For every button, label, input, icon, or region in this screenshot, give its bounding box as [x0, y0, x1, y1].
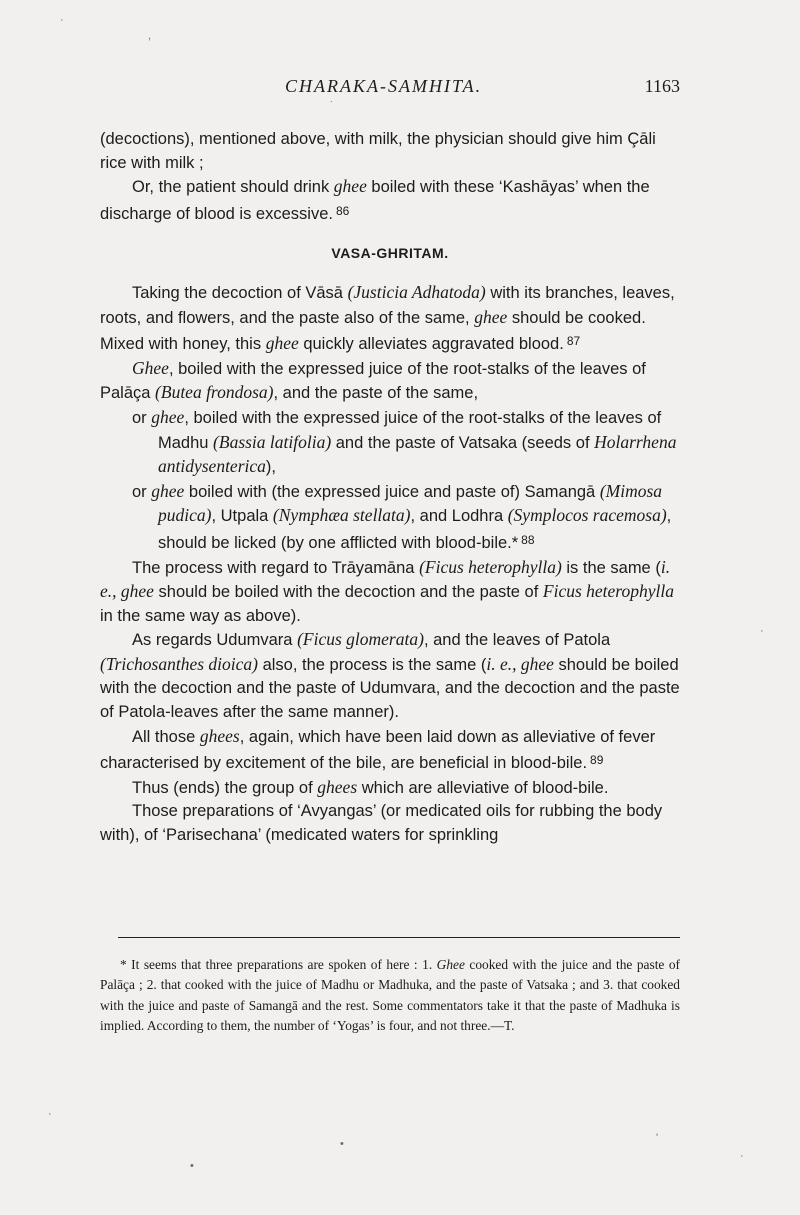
paragraph-1 [100, 128, 680, 175]
italic-term: Holarrhena antidysenterica [158, 431, 677, 477]
paragraph-8 [100, 628, 680, 724]
text-run: , and Lodhra [410, 507, 508, 526]
paper-speck: • [340, 1138, 344, 1150]
paragraph-3 [100, 281, 680, 357]
paper-speck: · [760, 625, 764, 637]
paragraph-7 [100, 556, 680, 629]
text-run: in the same way as above). [100, 606, 301, 625]
paragraph-5 [100, 406, 680, 480]
text-run: should be cooked. Mixed with honey, this [100, 308, 646, 354]
text-run: quickly alleviates aggravated blood. [298, 335, 564, 354]
verse-number: 89 [590, 753, 604, 768]
text-run: and the paste of Vatsaka (seeds of [331, 433, 595, 452]
text-run: , and the paste of the same, [273, 384, 479, 403]
text-run: , Utpala [211, 507, 273, 526]
paragraph-10 [100, 776, 680, 801]
text-run: * It seems that three preparations are spoken of here : 1. [120, 957, 437, 972]
italic-term: Ficus heterophylla [542, 581, 674, 602]
footnote-rule [118, 937, 680, 938]
text-run: boiled with these ‘Kashāyas’ when the discharge of blood is excessive. [100, 178, 650, 223]
italic-term: ghees [199, 725, 240, 746]
italic-term: ghee [265, 333, 299, 354]
italic-term: (Nymphæa stellata) [272, 505, 411, 526]
paper-speck: • [190, 1160, 194, 1172]
italic-term: ghees [317, 776, 358, 797]
italic-term: (Bassia latifolia) [213, 431, 332, 452]
text-run: , and the leaves of Patola [423, 631, 611, 650]
text-run: should be boiled with the decoction and the paste of Udumvara, and the decoction and the paste of Patola-leaves after the same manner). [100, 655, 680, 722]
text-run: or [132, 408, 152, 427]
italic-term: (Justicia Adhatoda) [347, 281, 486, 302]
italic-term: (Butea frondosa) [155, 382, 274, 403]
paragraph-11 [100, 800, 680, 847]
italic-term: ghee [333, 176, 367, 197]
italic-term: i. e., ghee [100, 556, 671, 602]
text-run: , boiled with the expressed juice of the root-stalks of the leaves of Madhu [158, 408, 662, 452]
text-run: The process with regard to Trāyamāna [132, 558, 420, 577]
italic-term: (Ficus heterophylla) [419, 556, 562, 577]
paper-speck: · [60, 14, 64, 26]
italic-term: ghee [151, 480, 185, 501]
page-header [100, 76, 680, 102]
italic-term: (Trichosanthes dioica) [100, 653, 258, 674]
text-run: ), [265, 458, 276, 477]
text-run: Taking the decoction of Vāsā [132, 283, 348, 302]
text-run: As regards Udumvara [132, 631, 298, 650]
italic-term: i. e., ghee [486, 653, 554, 674]
verse-number: 86 [335, 203, 350, 218]
text-run: is the same ( [561, 558, 661, 577]
text-run: which are alleviative of blood-bile. [357, 778, 609, 797]
text-run: should be boiled with the decoction and the paste of [153, 583, 543, 602]
verse-number: 88 [521, 532, 535, 547]
text-run: All those [132, 727, 200, 746]
text-run: with its branches, leaves, roots, and flowers, and the paste also of the same, [100, 283, 675, 327]
page-number: 1163 [644, 76, 680, 96]
text-run: cooked with the juice and the paste of Palāça ; 2. that cooked with the juice of Madhu or Madhuka, and the paste of Vatsaka ; and 3. that cooked with the juice and paste of Samangā and the rest. Some commentators take it that the paste of Madhuka is implied. According to them, the number of ‘Yogas’ is four, and not three.—T. [100, 957, 680, 1033]
paragraph-9 [100, 725, 680, 776]
italic-term: (Ficus glomerata) [297, 629, 424, 650]
italic-term: ghee [474, 306, 508, 327]
paper-speck: · [740, 1150, 744, 1162]
text-run: or [132, 482, 152, 501]
text-run: , again, which have been laid down as alleviative of fever characterised by excitement of the bile, are beneficial in blood-bile. [100, 727, 656, 773]
italic-term: (Mimosa pudica) [158, 480, 663, 526]
text-run: Those preparations of ‘Avyangas’ (or medicated oils for rubbing the body with), of ‘Parisechana’ (medicated waters for sprinkling [100, 802, 663, 845]
italic-term: Ghee [132, 357, 169, 378]
paper-speck: · [48, 1108, 52, 1120]
italic-term: ghee [151, 406, 185, 427]
paper-speck: ˙ [330, 100, 334, 112]
section-title: VASA-GHRITAM. [331, 245, 449, 262]
paragraph-2 [100, 175, 680, 226]
italic-term: Ghee [436, 957, 465, 972]
text-run: boiled with (the expressed juice and paste of) Samangā [184, 482, 600, 501]
italic-term: (Symplocos racemosa) [507, 505, 667, 526]
main-text [100, 128, 680, 848]
text-run: Or, the patient should drink [132, 178, 334, 197]
text-run: (decoctions), mentioned above, with milk, the physician should give him Çāli rice with milk ; [100, 130, 656, 172]
text-run: Thus (ends) the group of [132, 778, 318, 797]
verse-number: 87 [566, 334, 581, 349]
text-run: , should be licked (by one afflicted with blood-bile.* [158, 507, 672, 552]
paper-speck: ' [656, 1132, 659, 1144]
text-run: , boiled with the expressed juice of the root-stalks of the leaves of Palāça [100, 359, 646, 403]
text-run: also, the process is the same ( [257, 655, 487, 674]
footnote [100, 955, 680, 1036]
paragraph-4 [100, 357, 680, 406]
running-head: CHARAKA-SAMHITA. [285, 76, 483, 96]
paper-speck: , [148, 30, 152, 42]
paragraph-6 [100, 480, 680, 556]
